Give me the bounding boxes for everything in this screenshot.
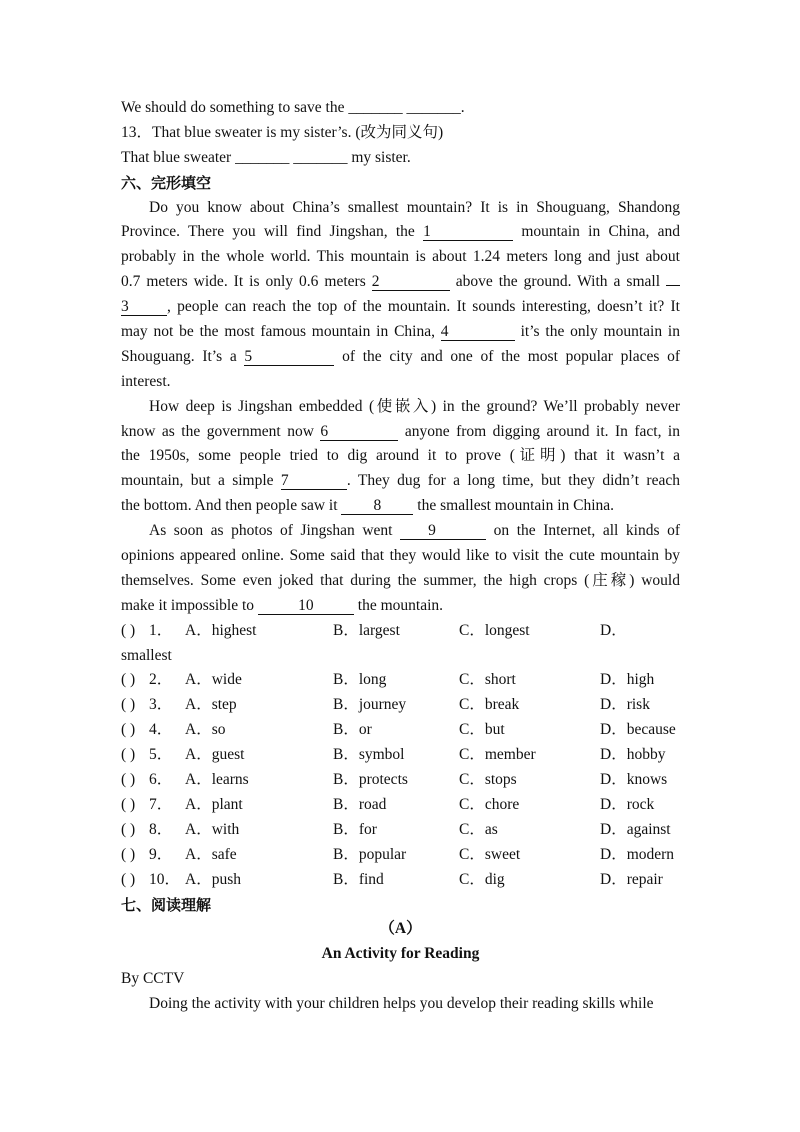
- passage-title: An Activity for Reading: [321, 945, 480, 963]
- option-row: [121, 693, 680, 718]
- passage-line: [121, 494, 680, 519]
- question-number: 6．: [149, 771, 173, 789]
- option-a[interactable]: A．guest: [185, 746, 245, 764]
- option-row: [121, 743, 680, 768]
- option-a[interactable]: A．safe: [185, 845, 237, 863]
- passage-line: [121, 220, 680, 245]
- passage-text: may not be the most famous mountain in China,: [121, 323, 441, 341]
- passage-line: [121, 370, 680, 395]
- passage-line: [121, 469, 680, 494]
- passage-text: mountain in China, and: [513, 223, 680, 241]
- cloze-blank[interactable]: 10: [258, 598, 354, 615]
- passage-line: [121, 420, 680, 445]
- q13-line-end: my sister.: [347, 148, 411, 166]
- option-d[interactable]: D．high: [600, 671, 655, 689]
- option-a[interactable]: A．learns: [185, 771, 249, 789]
- option-b[interactable]: B．largest: [333, 621, 400, 639]
- passage-part-label: （A）: [379, 920, 422, 938]
- option-row: [121, 668, 680, 693]
- passage-text: it’s the only mountain in: [514, 323, 680, 341]
- passage-line: [121, 444, 680, 469]
- passage-text: As soon as photos of Jingshan went: [149, 522, 401, 540]
- question-number: 10．: [149, 870, 181, 888]
- answer-paren[interactable]: ( ): [121, 820, 136, 838]
- passage-text: , people can reach the top of the mountain. It sounds interesting, doesn’t it? It: [167, 298, 680, 316]
- question-number: 2．: [149, 671, 173, 689]
- option-a[interactable]: A．step: [185, 696, 237, 714]
- q12-answer-line: [121, 96, 680, 121]
- answer-paren[interactable]: ( ): [121, 746, 136, 764]
- option-a[interactable]: A．highest: [185, 621, 257, 639]
- q13-prompt: 13．That blue sweater is my sister’s. (改为同义句): [121, 123, 444, 141]
- question-number: 9．: [149, 845, 173, 863]
- option-d[interactable]: D．because: [600, 721, 676, 739]
- option-c[interactable]: C．break: [459, 696, 520, 714]
- passage-first-line: Doing the activity with your children helps you develop their reading skills while: [149, 995, 654, 1013]
- passage-text: the bottom. And then people saw it: [121, 497, 342, 515]
- passage-text: of the city and one of the most popular places of: [334, 347, 680, 365]
- cloze-blank[interactable]: 5: [244, 349, 334, 366]
- option-row: [121, 818, 680, 843]
- passage-text: Do you know about China’s smallest mountain? It is in Shouguang, Shandong: [149, 198, 680, 216]
- passage-text: the 1950s, some people tried to dig around it to prove (证明) that it wasn’t a: [121, 447, 680, 465]
- option-d[interactable]: D．against: [600, 820, 671, 838]
- cloze-blank[interactable]: 6: [320, 424, 398, 441]
- option-d[interactable]: D．knows: [600, 771, 668, 789]
- passage-text: the smallest mountain in China.: [413, 497, 615, 515]
- q12-end: .: [460, 99, 465, 116]
- cloze-blank[interactable]: 8: [341, 498, 413, 515]
- passage-text: 0.7 meters wide. It is only 0.6 meters: [121, 273, 372, 291]
- option-c[interactable]: C．stops: [459, 771, 517, 789]
- q13-line-start: That blue sweater: [121, 148, 236, 166]
- option-c[interactable]: C．short: [459, 671, 516, 689]
- cloze-blank[interactable]: [666, 285, 680, 286]
- option-b[interactable]: B．popular: [333, 845, 407, 863]
- cloze-blank[interactable]: 4: [441, 324, 515, 341]
- option-d[interactable]: D．hobby: [600, 746, 666, 764]
- option-d[interactable]: D．modern: [600, 845, 675, 863]
- passage-line: [121, 519, 680, 544]
- option-b[interactable]: B．protects: [333, 771, 408, 789]
- q12-text: We should do something to save the: [121, 99, 349, 116]
- option-c[interactable]: C．member: [459, 746, 536, 764]
- answer-paren[interactable]: ( ): [121, 771, 136, 789]
- option-row: [121, 868, 680, 893]
- cloze-blank[interactable]: 2: [372, 274, 450, 291]
- q13-blank-1[interactable]: _______: [235, 148, 290, 166]
- passage-text: . They dug for a long time, but they didn’t reach: [346, 472, 680, 490]
- passage-text: themselves. Some even joked that during the summer, the high crops (庄稼) would: [121, 571, 680, 589]
- question-number: 1．: [149, 621, 173, 639]
- passage-line: [121, 395, 680, 420]
- answer-paren[interactable]: ( ): [121, 671, 136, 689]
- q12-blank-1[interactable]: _______: [348, 99, 403, 116]
- option-c[interactable]: C．chore: [459, 795, 520, 813]
- passage-text: mountain, but a simple: [121, 472, 281, 490]
- answer-paren[interactable]: ( ): [121, 870, 136, 888]
- cloze-blank[interactable]: 1: [423, 224, 513, 241]
- option-d-wrap: smallest: [121, 646, 172, 664]
- option-c[interactable]: C．as: [459, 820, 498, 838]
- worksheet-page: [121, 96, 680, 1017]
- passage-line: [121, 345, 680, 370]
- passage-text: make it impossible to: [121, 596, 258, 614]
- answer-paren[interactable]: ( ): [121, 696, 136, 714]
- q13-answer-line: [121, 146, 680, 171]
- passage-text: interest.: [121, 372, 171, 390]
- option-b[interactable]: B．long: [333, 671, 387, 689]
- option-c[interactable]: C．dig: [459, 870, 505, 888]
- option-a[interactable]: A．so: [185, 721, 226, 739]
- section-7-heading: 七、阅读理解: [121, 895, 212, 914]
- passage-text: anyone from digging around it. In fact, in: [398, 422, 680, 440]
- cloze-blank[interactable]: 9: [400, 523, 486, 540]
- cloze-options: [121, 619, 680, 893]
- passage-text: on the Internet, all kinds of: [486, 522, 680, 540]
- option-c[interactable]: C．sweet: [459, 845, 521, 863]
- cloze-blank[interactable]: 3: [121, 299, 167, 316]
- passage-line: [121, 270, 680, 295]
- answer-paren[interactable]: ( ): [121, 721, 136, 739]
- option-a[interactable]: A．with: [185, 820, 240, 838]
- passage-text: Shouguang. It’s a: [121, 347, 245, 365]
- question-number: 3．: [149, 696, 173, 714]
- option-b[interactable]: B．for: [333, 820, 377, 838]
- question-number: 5．: [149, 746, 173, 764]
- passage-text: the mountain.: [353, 596, 444, 614]
- passage-line: [121, 196, 680, 221]
- passage-text: How deep is Jingshan embedded (使嵌入) in the ground? We’ll probably never: [149, 397, 680, 415]
- question-number: 4．: [149, 721, 173, 739]
- option-a[interactable]: A．plant: [185, 795, 243, 813]
- question-number: 8．: [149, 820, 173, 838]
- cloze-blank[interactable]: 7: [281, 473, 347, 490]
- answer-paren[interactable]: ( ): [121, 621, 136, 639]
- q12-blank-2[interactable]: _______: [406, 99, 461, 116]
- option-b[interactable]: B．journey: [333, 696, 407, 714]
- passage-text: opinions appeared online. Some said that they would like to visit the cute mountain by: [121, 547, 680, 565]
- cloze-passage: [121, 196, 680, 619]
- answer-paren[interactable]: ( ): [121, 845, 136, 863]
- section-6-heading: 六、完形填空: [121, 173, 212, 192]
- passage-line: [121, 295, 680, 320]
- passage-text: above the ground. With a small: [449, 273, 666, 291]
- option-a[interactable]: A．push: [185, 870, 241, 888]
- option-d[interactable]: D．risk: [600, 696, 650, 714]
- passage-line: [121, 569, 680, 594]
- passage-line: [121, 245, 680, 270]
- answer-paren[interactable]: ( ): [121, 795, 136, 813]
- q13-blank-2[interactable]: _______: [293, 148, 348, 166]
- option-row: [121, 843, 680, 868]
- option-a[interactable]: A．wide: [185, 671, 242, 689]
- option-d[interactable]: D．rock: [600, 795, 655, 813]
- option-b[interactable]: B．or: [333, 721, 372, 739]
- option-b[interactable]: B．road: [333, 795, 387, 813]
- option-row: [121, 619, 680, 644]
- passage-line: [121, 320, 680, 345]
- option-b[interactable]: B．find: [333, 870, 384, 888]
- option-d[interactable]: D．repair: [600, 870, 663, 888]
- option-c[interactable]: C．but: [459, 721, 505, 739]
- option-row: [121, 768, 680, 793]
- passage-text: know as the government now: [121, 422, 321, 440]
- option-row: [121, 718, 680, 743]
- option-b[interactable]: B．symbol: [333, 746, 405, 764]
- question-number: 7．: [149, 795, 173, 813]
- option-d[interactable]: D．: [600, 621, 627, 639]
- passage-line: [121, 544, 680, 569]
- passage-text: probably in the whole world. This mountain is about 1.24 meters long and just about: [121, 248, 680, 266]
- passage-byline: By CCTV: [121, 970, 185, 988]
- passage-line: [121, 594, 680, 619]
- option-c[interactable]: C．longest: [459, 621, 530, 639]
- passage-text: Province. There you will find Jingshan, the: [121, 223, 424, 241]
- option-row: [121, 793, 680, 818]
